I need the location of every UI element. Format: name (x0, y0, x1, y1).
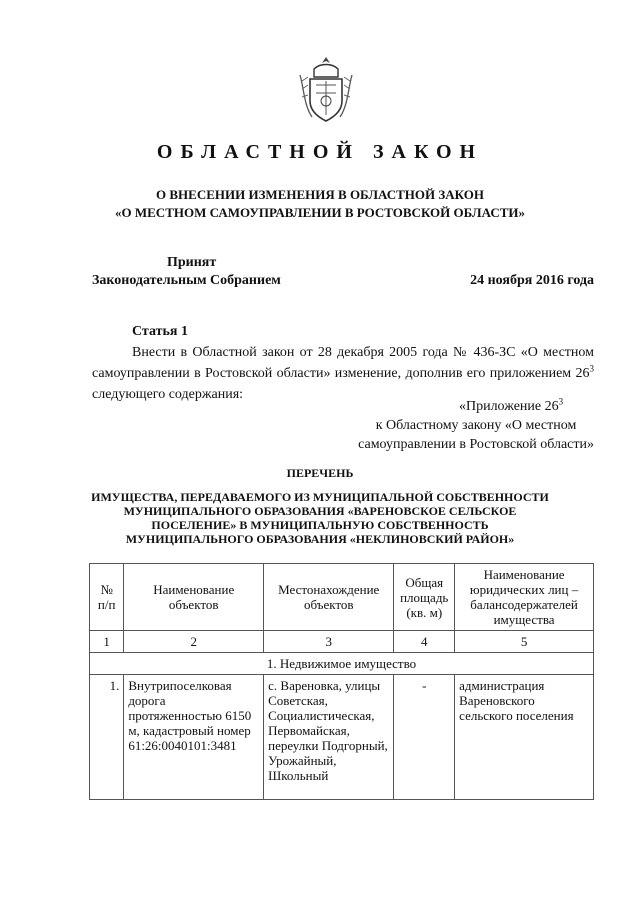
col-header-holder: Наименование юридических лиц – балансодержателей имущества (455, 564, 594, 631)
adoption-date: 24 ноября 2016 года (470, 273, 594, 288)
col-header-name: Наименование объектов (124, 564, 264, 631)
article-1 (92, 321, 594, 405)
row-holder: администрация Вареновского сельского поселения (455, 675, 594, 800)
appendix-line-2: к Областному закону «О местном (375, 418, 577, 433)
col-header-location: Местонахождение объектов (264, 564, 394, 631)
col-header-area: Общая площадь (кв. м) (394, 564, 455, 631)
appendix-number: «Приложение $26^3$ (458, 396, 564, 414)
article-heading: Статья 1 (132, 324, 188, 339)
col-number: 5 (455, 631, 594, 653)
table-row (90, 675, 594, 800)
table-section-row (90, 653, 594, 675)
appendix-line-3: самоуправлении в Ростовской области» (358, 437, 594, 452)
row-location: с. Вареновка, улицы Советская, Социалистическая, Первомайская, переулки Подгорный, Урожайный, Школьный (264, 675, 394, 800)
document-title: ОБЛАСТНОЙ ЗАКОН (156, 141, 484, 163)
coat-of-arms-emblem (296, 55, 356, 125)
property-table (89, 563, 594, 800)
row-index: 1. (90, 675, 124, 800)
list-title: ПЕРЕЧЕНЬ (286, 466, 354, 480)
col-number: 2 (124, 631, 264, 653)
col-header-number: № п/п (90, 564, 124, 631)
appendix-heading (358, 397, 594, 454)
col-number: 4 (394, 631, 455, 653)
law-subtitle-line-2: «О МЕСТНОМ САМОУПРАВЛЕНИИ В РОСТОВСКОЙ ОБЛАСТИ» (115, 205, 525, 220)
superscript: 3 (589, 363, 594, 374)
law-subtitle (0, 186, 640, 222)
law-subtitle-line-1: О ВНЕСЕНИИ ИЗМЕНЕНИЯ В ОБЛАСТНОЙ ЗАКОН (156, 187, 484, 202)
table-number-row (90, 631, 594, 653)
article-text: Внести в Областной закон от 28 декабря 2005 года № 436-ЗС «О местном самоуправлении в Ростовской области» изменение, дополнив его приложением $26^3$ следующего содержания: (92, 345, 594, 402)
adoption-block (92, 254, 594, 290)
col-number: 3 (264, 631, 394, 653)
list-subtitle (0, 490, 640, 546)
adopted-by: Законодательным Собранием (92, 273, 281, 288)
table-header-row (90, 564, 594, 631)
col-number: 1 (90, 631, 124, 653)
row-area: - (394, 675, 455, 800)
list-subtitle-line-4: МУНИЦИПАЛЬНОГО ОБРАЗОВАНИЯ «НЕКЛИНОВСКИЙ РАЙОН» (125, 532, 515, 546)
section-heading: 1. Недвижимое имущество (90, 653, 594, 675)
list-subtitle-line-1: ИМУЩЕСТВА, ПЕРЕДАВАЕМОГО ИЗ МУНИЦИПАЛЬНОЙ СОБСТВЕННОСТИ (91, 490, 549, 504)
list-subtitle-line-2: МУНИЦИПАЛЬНОГО ОБРАЗОВАНИЯ «ВАРЕНОВСКОЕ СЕЛЬСКОЕ (123, 504, 517, 518)
adopted-label: Принят (167, 255, 217, 270)
row-object-name: Внутрипоселковая дорога протяженностью 6150 м, кадастровый номер 61:26:0040101:3481 (124, 675, 264, 800)
list-subtitle-line-3: ПОСЕЛЕНИЕ» В МУНИЦИПАЛЬНУЮ СОБСТВЕННОСТЬ (151, 518, 489, 532)
